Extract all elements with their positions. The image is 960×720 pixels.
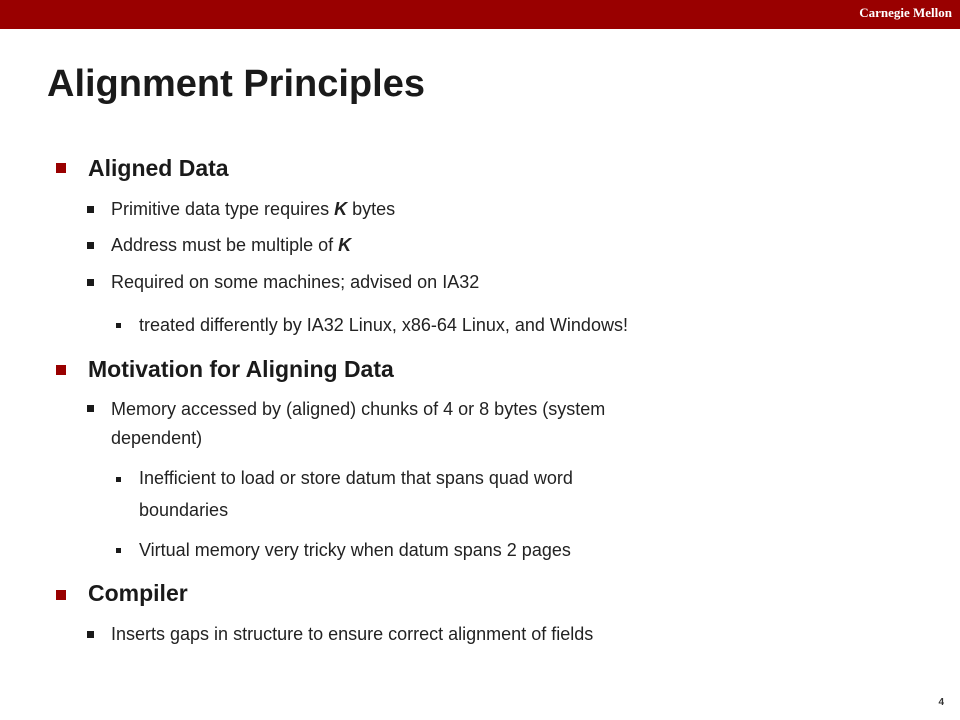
list-item-continuation: dependent) [111,428,203,448]
sub-bullet [116,323,121,328]
section-heading: Motivation for Aligning Data [88,356,394,382]
section-heading: Aligned Data [88,155,229,181]
list-item: Inserts gaps in structure to ensure correct alignment of fields [111,624,594,644]
list-item: Required on some machines; advised on IA32 [111,272,480,292]
list-item: Address must be multiple of K [111,235,352,255]
bullet [87,279,94,286]
list-item: Inefficient to load or store datum that spans quad word [139,468,573,488]
bullet [87,242,94,249]
page-number: 4 [938,697,944,708]
brand-label: Carnegie Mellon [859,5,952,20]
slide-title: Alignment Principles [47,63,425,105]
list-item: Primitive data type requires K bytes [111,199,396,219]
section-bullet [56,163,66,173]
bullet [87,206,94,213]
section-bullet [56,590,66,600]
section-bullet [56,365,66,375]
sub-bullet [116,477,121,482]
section-heading: Compiler [88,580,188,606]
list-item-continuation: boundaries [139,500,229,520]
bullet [87,405,94,412]
list-item: treated differently by IA32 Linux, x86-64 Linux, and Windows! [139,315,628,335]
sub-bullet [116,548,121,553]
list-item: Memory accessed by (aligned) chunks of 4 or 8 bytes (system [111,399,606,419]
list-item: Virtual memory very tricky when datum spans 2 pages [139,540,571,560]
bullet [87,631,94,638]
